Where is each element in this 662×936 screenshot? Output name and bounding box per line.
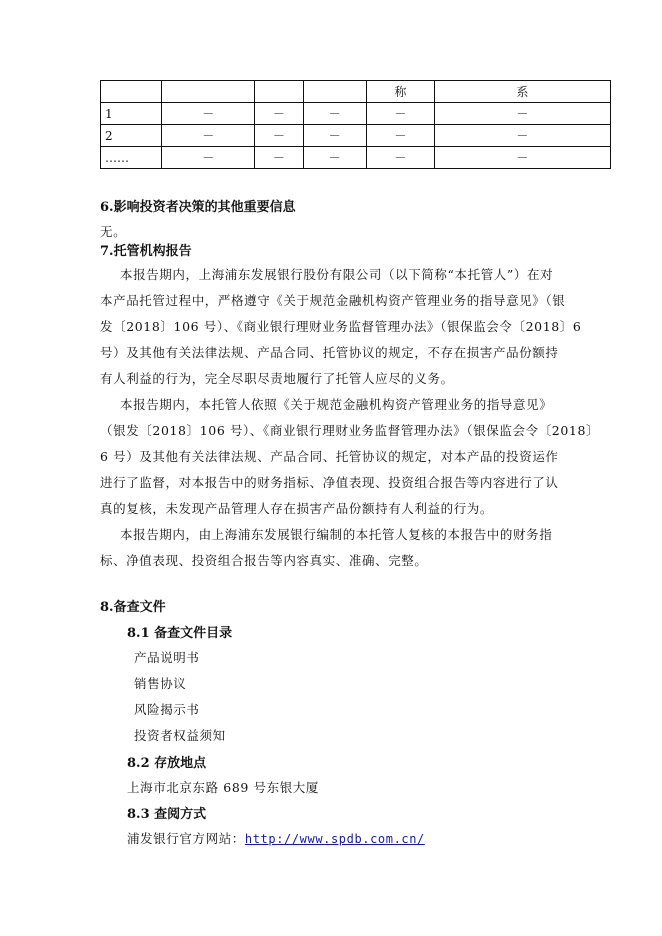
table-cell: － — [162, 147, 255, 169]
table-cell: － — [303, 147, 366, 169]
text-line: 6 号）及其他有关法律法规、产品合同、托管协议的规定，对本产品的投资运作 — [100, 449, 559, 464]
section-6-heading: 6.影响投资者决策的其他重要信息 — [100, 200, 296, 215]
table-header-row — [101, 81, 611, 103]
document-list-item: 风险揭示书 — [134, 702, 200, 717]
holders-table — [100, 80, 611, 169]
custodian-paragraph-2 — [100, 392, 612, 522]
table-header-cell — [255, 81, 303, 103]
table-cell: 1 — [101, 103, 162, 125]
table-row — [101, 147, 611, 169]
text-line: 号）及其他有关法律法规、产品合同、托管协议的规定，不存在损害产品份额持 — [100, 345, 559, 360]
table-cell: － — [255, 147, 303, 169]
table-cell: － — [434, 103, 610, 125]
storage-address: 上海市北京东路 689 号东银大厦 — [127, 780, 320, 795]
table-cell: － — [303, 103, 366, 125]
document-list-item: 产品说明书 — [134, 650, 200, 665]
table-cell: － — [366, 147, 434, 169]
section-8-3-heading: 8.3 查阅方式 — [127, 807, 207, 822]
text-line: 有人利益的行为，完全尽职尽责地履行了托管人应尽的义务。 — [100, 371, 454, 386]
section-8-2-heading: 8.2 存放地点 — [127, 756, 207, 771]
table-cell: － — [434, 125, 610, 147]
table-cell: － — [162, 125, 255, 147]
table-row — [101, 125, 611, 147]
text-line: 标、净值表现、投资组合报告等内容真实、准确、完整。 — [100, 553, 428, 568]
section-6-body: 无。 — [100, 224, 127, 239]
section-8-heading: 8.备查文件 — [100, 600, 166, 615]
text-line: 本报告期内，本托管人依照《关于规范金融机构资产管理业务的指导意见》 — [120, 397, 553, 412]
table-cell: 2 — [101, 125, 162, 147]
table-header-cell — [303, 81, 366, 103]
table-cell: － — [434, 147, 610, 169]
table-cell: …… — [101, 147, 162, 169]
table-cell: － — [366, 125, 434, 147]
text-line: 发〔2018〕106 号）、《商业银行理财业务监督管理办法》（银保监会令〔2018〕6 — [100, 319, 582, 334]
custodian-paragraph-3 — [100, 522, 612, 574]
document-list-item: 销售协议 — [134, 676, 187, 691]
table-header-cell — [101, 81, 162, 103]
section-8-1-heading: 8.1 备查文件目录 — [127, 626, 233, 641]
access-method — [127, 829, 425, 847]
text-line: 进行了监督，对本报告中的财务指标、净值表现、投资组合报告等内容进行了认 — [100, 475, 559, 490]
table-row — [101, 103, 611, 125]
spdb-website-link[interactable]: http://www.spdb.com.cn/ — [244, 832, 425, 846]
table-cell: － — [366, 103, 434, 125]
text-line: 本报告期内，上海浦东发展银行股份有限公司（以下简称“本托管人”）在对 — [120, 267, 554, 282]
text-line: 真的复核，未发现产品管理人存在损害产品份额持有人利益的行为。 — [100, 501, 494, 516]
custodian-paragraph-1 — [100, 262, 612, 392]
table-cell: － — [162, 103, 255, 125]
document-list-item: 投资者权益须知 — [134, 728, 226, 743]
website-label: 浦发银行官方网站： — [127, 831, 245, 846]
text-line: （银发〔2018〕106 号）、《商业银行理财业务监督管理办法》（银保监会令〔2018〕 — [100, 423, 600, 438]
text-line: 本报告期内，由上海浦东发展银行编制的本托管人复核的本报告中的财务指 — [120, 527, 553, 542]
table-header-cell: 系 — [434, 81, 610, 103]
table-cell: － — [255, 103, 303, 125]
section-7-heading: 7.托管机构报告 — [100, 244, 192, 259]
table-cell: － — [255, 125, 303, 147]
table-cell: － — [303, 125, 366, 147]
table-header-cell: 称 — [366, 81, 434, 103]
text-line: 本产品托管过程中，严格遵守《关于规范金融机构资产管理业务的指导意见》（银 — [100, 293, 566, 308]
table-header-cell — [162, 81, 255, 103]
